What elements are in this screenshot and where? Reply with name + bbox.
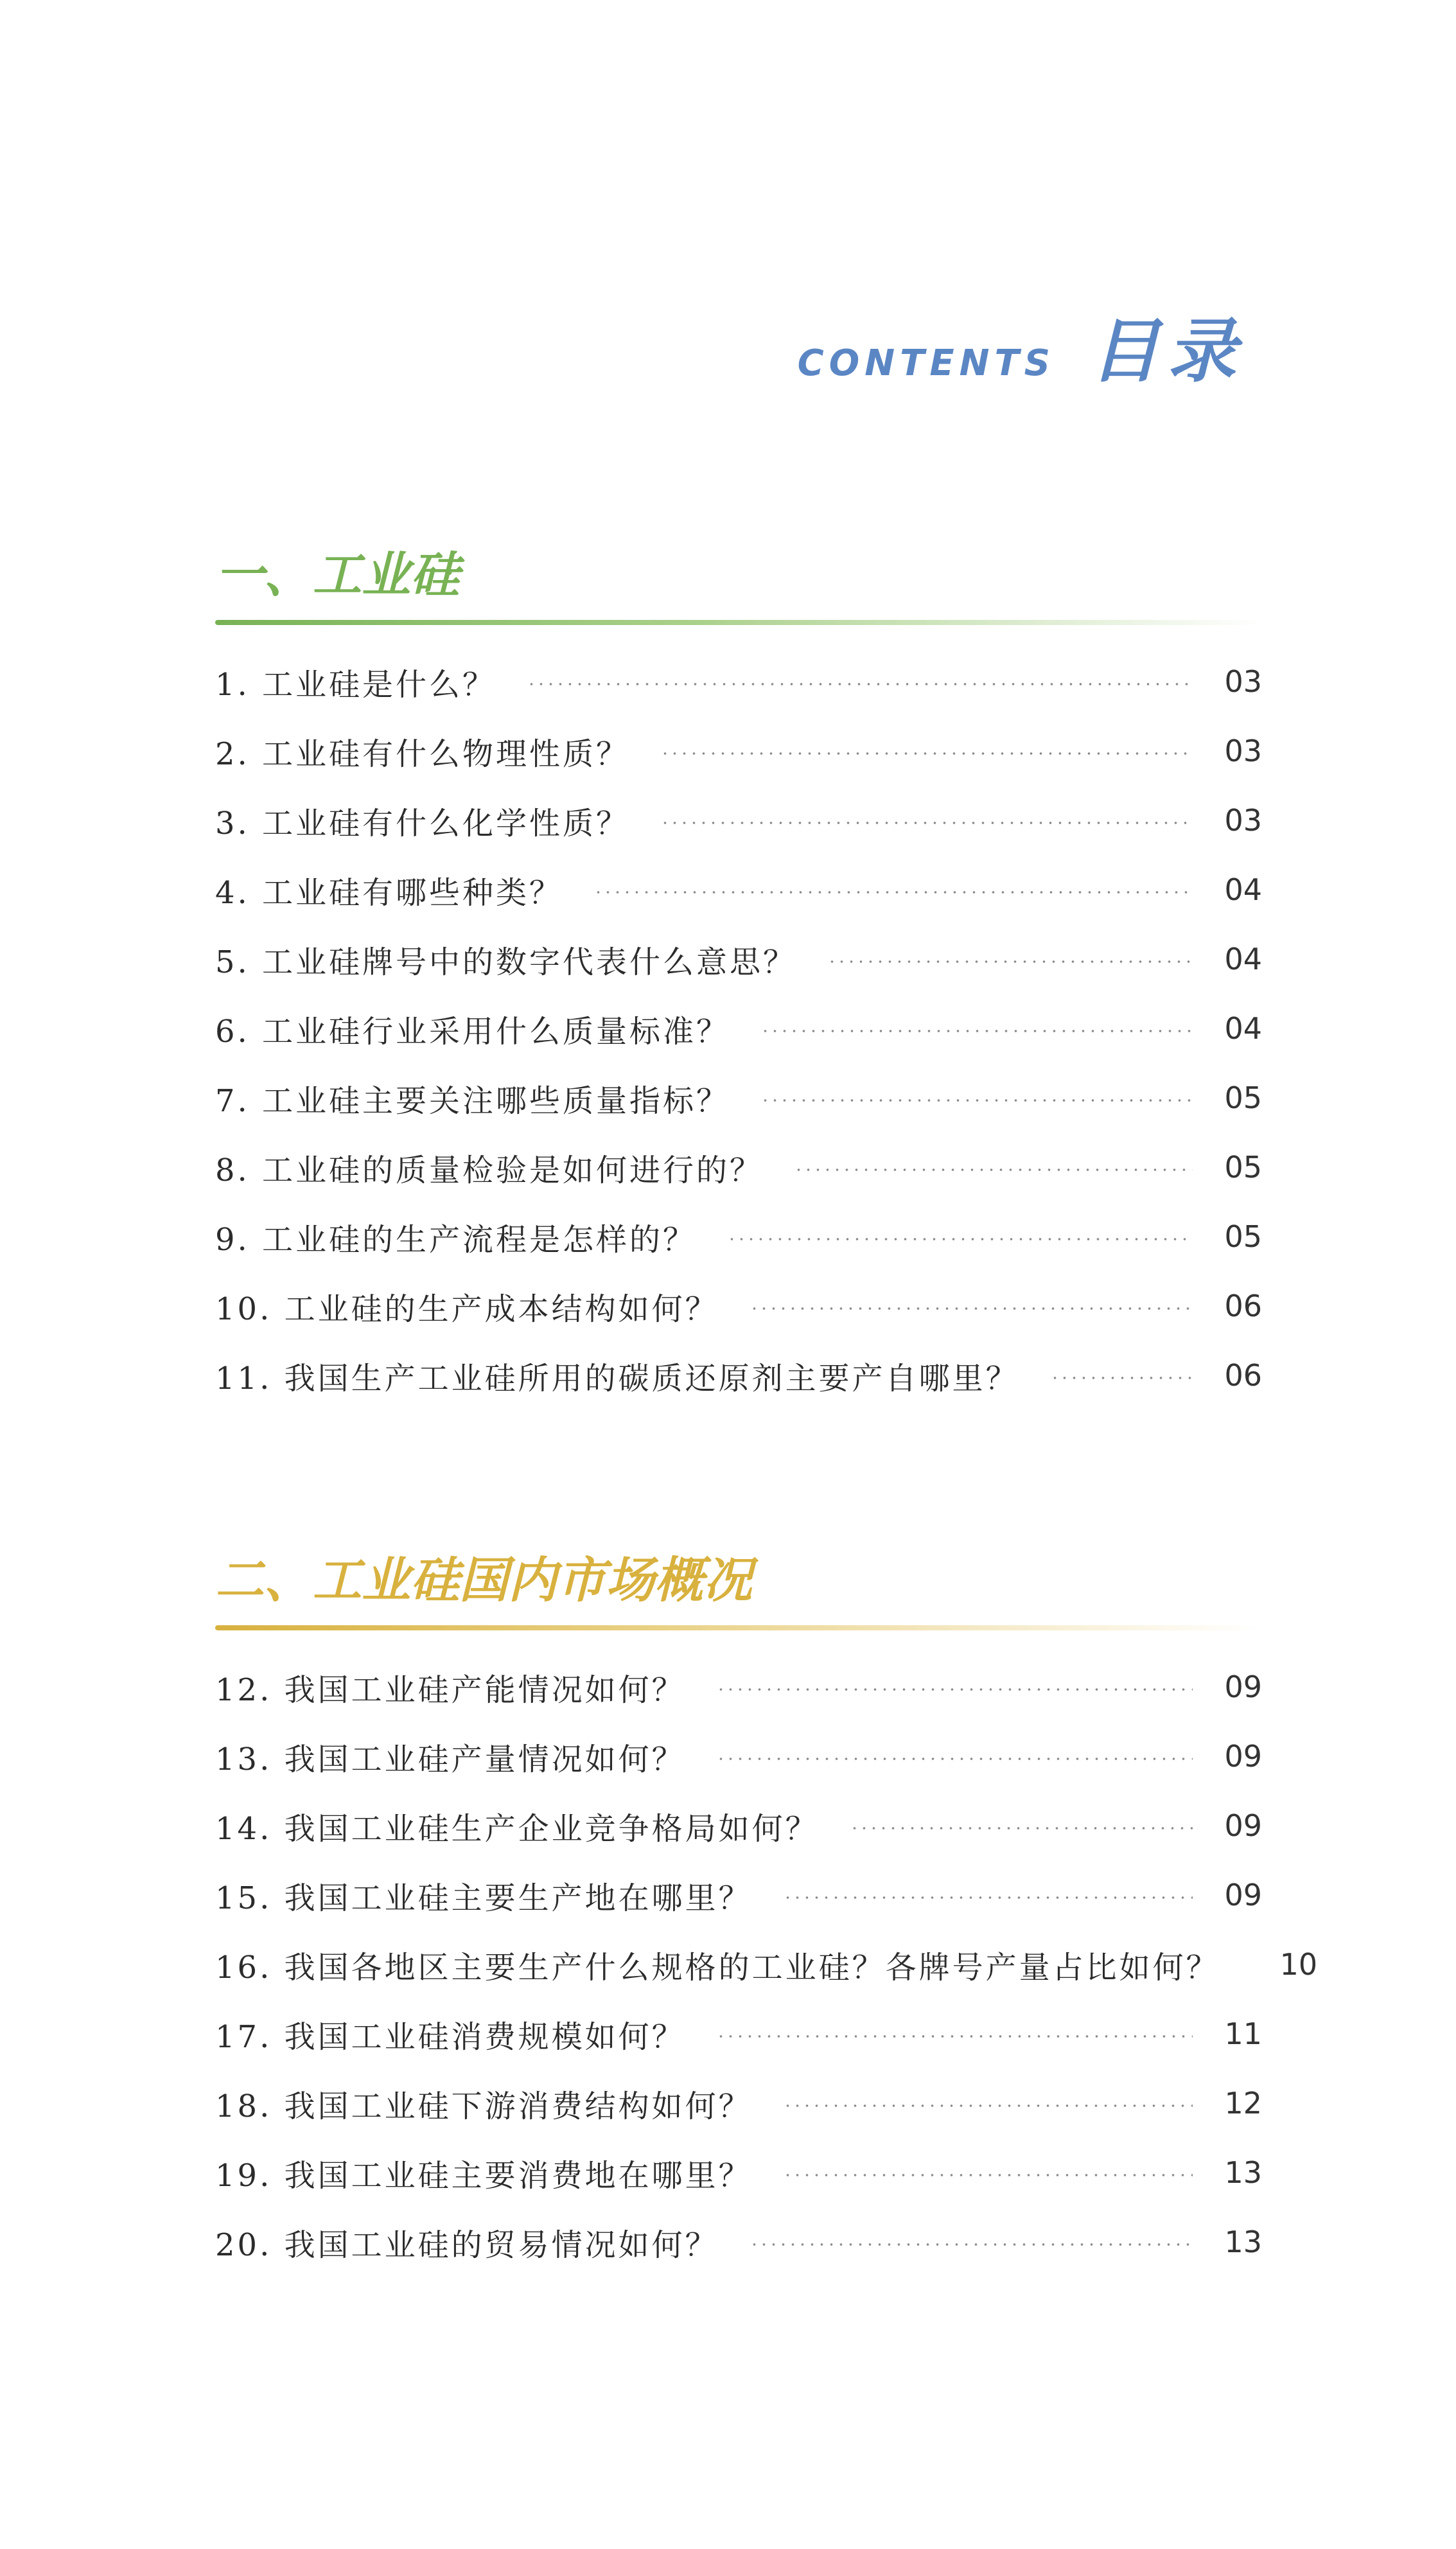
- contents-label: CONTENTS: [797, 342, 1055, 384]
- toc-entry[interactable]: [215, 1999, 1262, 2068]
- dot-leader: [593, 891, 1193, 894]
- toc-entry-title: 9. 工业硅的生产流程是怎样的？: [215, 1221, 697, 1258]
- toc-entry-page-number: 12: [1224, 2086, 1262, 2121]
- toc-entry[interactable]: [215, 1722, 1262, 1791]
- toc-entry-page-number: 05: [1224, 1150, 1262, 1185]
- toc-entry[interactable]: [215, 994, 1262, 1063]
- toc-section-2: [215, 1548, 1318, 2277]
- toc-entry-title: 8. 工业硅的质量检验是如何进行的？: [215, 1152, 764, 1188]
- toc-entry-title: 5. 工业硅牌号中的数字代表什么意思？: [215, 944, 797, 980]
- toc-entry[interactable]: [215, 716, 1262, 786]
- toc-entry-title: 14. 我国工业硅生产企业竞争格局如何？: [215, 1810, 819, 1847]
- dot-leader: [760, 1099, 1193, 1102]
- dot-leader: [750, 2243, 1193, 2246]
- toc-entry-title: 15. 我国工业硅主要生产地在哪里？: [215, 1880, 752, 1916]
- contents-header: [798, 295, 1244, 395]
- dot-leader: [727, 1238, 1193, 1240]
- toc-entry-page-number: 13: [1224, 2225, 1262, 2259]
- toc-entry-title: 1. 工业硅是什么？: [215, 666, 496, 703]
- toc-entry-page-number: 09: [1224, 1739, 1262, 1774]
- toc-entry[interactable]: [215, 1341, 1262, 1410]
- toc-entry-page-number: 13: [1224, 2155, 1262, 2190]
- toc-entry-list: [215, 1652, 1318, 2277]
- toc-entry-title: 13. 我国工业硅产量情况如何？: [215, 1741, 685, 1777]
- dot-leader: [1050, 1377, 1193, 1379]
- toc-entry-title: 11. 我国生产工业硅所用的碳质还原剂主要产自哪里？: [215, 1360, 1019, 1397]
- toc-entry[interactable]: [215, 1063, 1262, 1133]
- toc-entry[interactable]: [215, 2138, 1262, 2207]
- toc-entry[interactable]: [215, 647, 1262, 716]
- toc-entry-title: 17. 我国工业硅消费规模如何？: [215, 2018, 685, 2055]
- toc-entry[interactable]: [215, 855, 1262, 924]
- toc-entry[interactable]: [215, 1271, 1262, 1341]
- dot-leader: [760, 1030, 1193, 1032]
- toc-entry-title: 7. 工业硅主要关注哪些质量指标？: [215, 1082, 730, 1119]
- toc-entry[interactable]: [215, 1860, 1262, 1930]
- toc-section-1: [215, 543, 1262, 1410]
- toc-entry-title: 16. 我国各地区主要生产什么规格的工业硅？各牌号产量占比如何？: [215, 1949, 1220, 1986]
- toc-entry[interactable]: [215, 2207, 1262, 2277]
- dot-leader: [660, 752, 1193, 755]
- toc-entry-title: 18. 我国工业硅下游消费结构如何？: [215, 2088, 752, 2124]
- toc-entry[interactable]: [215, 786, 1262, 855]
- dot-leader: [783, 1896, 1193, 1899]
- toc-entry[interactable]: [215, 924, 1262, 994]
- section-divider: [215, 620, 1262, 625]
- dot-leader: [783, 2104, 1193, 2107]
- toc-entry-title: 19. 我国工业硅主要消费地在哪里？: [215, 2157, 752, 2194]
- toc-entry-page-number: 06: [1224, 1289, 1262, 1323]
- dot-leader: [527, 683, 1193, 685]
- toc-entry-page-number: 09: [1224, 1808, 1262, 1843]
- dot-leader: [716, 1688, 1193, 1691]
- toc-entry-page-number: 03: [1224, 734, 1262, 768]
- section-heading: 二、工业硅国内市场概况: [215, 1551, 752, 1609]
- toc-entry-page-number: 05: [1224, 1080, 1262, 1115]
- toc-entry-page-number: 05: [1224, 1219, 1262, 1254]
- toc-entry-page-number: 11: [1224, 2016, 1262, 2051]
- toc-entry-page-number: 09: [1224, 1670, 1262, 1704]
- toc-entry-page-number: 03: [1224, 803, 1262, 838]
- dot-leader: [716, 1758, 1193, 1760]
- section-divider: [215, 1625, 1262, 1630]
- toc-entry[interactable]: [215, 1791, 1262, 1860]
- dot-leader: [660, 822, 1193, 824]
- dot-leader: [716, 2035, 1193, 2038]
- toc-entry[interactable]: [215, 1652, 1262, 1722]
- toc-entry-page-number: 09: [1224, 1878, 1262, 1912]
- toc-entry-page-number: 04: [1224, 1011, 1262, 1046]
- toc-entry[interactable]: [215, 1133, 1262, 1202]
- toc-entry-list: [215, 647, 1262, 1410]
- toc-entry-title: 10. 工业硅的生产成本结构如何？: [215, 1291, 719, 1327]
- dot-leader: [850, 1827, 1193, 1830]
- toc-entry-page-number: 03: [1224, 664, 1262, 699]
- toc-entry[interactable]: [215, 1202, 1262, 1271]
- dot-leader: [750, 1307, 1193, 1310]
- toc-entry-title: 4. 工业硅有哪些种类？: [215, 874, 563, 911]
- dot-leader: [794, 1169, 1193, 1171]
- toc-entry-page-number: 10: [1279, 1947, 1318, 1982]
- section-heading: 一、工业硅: [215, 546, 459, 603]
- dot-leader: [783, 2174, 1193, 2176]
- toc-entry-title: 20. 我国工业硅的贸易情况如何？: [215, 2227, 719, 2263]
- toc-entry-page-number: 06: [1224, 1358, 1262, 1393]
- toc-entry-title: 2. 工业硅有什么物理性质？: [215, 736, 630, 772]
- toc-entry[interactable]: [215, 1930, 1318, 1999]
- toc-entry-title: 12. 我国工业硅产能情况如何？: [215, 1671, 685, 1708]
- toc-entry-page-number: 04: [1224, 872, 1262, 907]
- toc-entry[interactable]: [215, 2068, 1262, 2138]
- toc-entry-page-number: 04: [1224, 942, 1262, 976]
- toc-entry-title: 6. 工业硅行业采用什么质量标准？: [215, 1013, 730, 1050]
- page-title: 目录: [1089, 312, 1244, 392]
- dot-leader: [827, 960, 1193, 963]
- toc-entry-title: 3. 工业硅有什么化学性质？: [215, 805, 630, 842]
